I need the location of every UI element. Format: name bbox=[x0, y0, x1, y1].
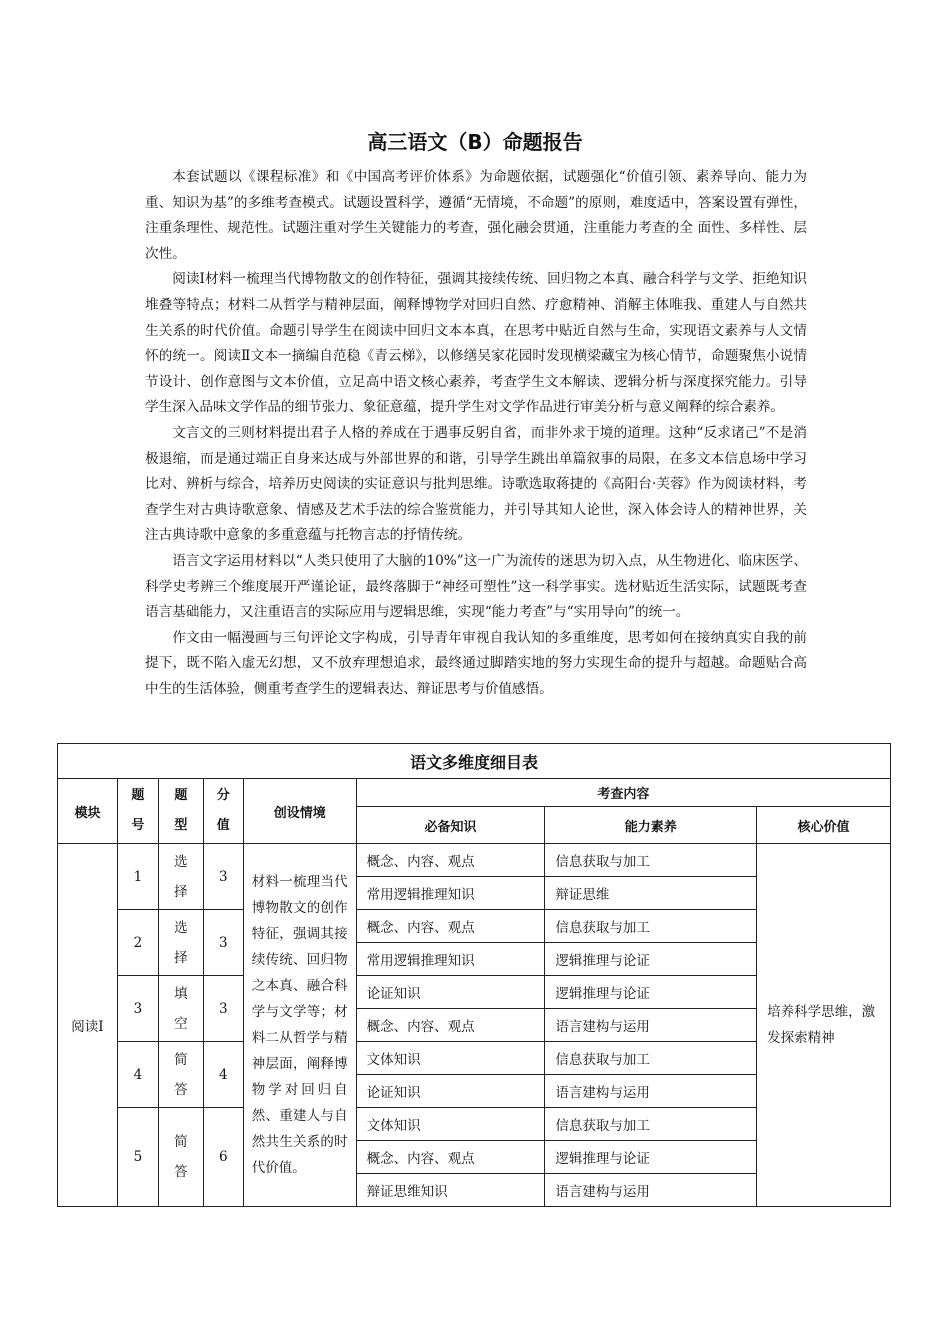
report-body bbox=[145, 165, 807, 702]
ability-cell: 信息获取与加工 bbox=[545, 1042, 757, 1075]
header-score: 分值 bbox=[203, 779, 243, 844]
paragraph: 作文由一幅漫画与三句评论文字构成，引导青年审视自我认知的多重维度，思考如何在接纳真实自我的前提下，既不陷入虚无幻想，又不放弃理想追求，最终通过脚踏实地的努力实现生命的提升与超越。命题贴合高中生的生活体验，侧重考查学生的逻辑表达、辩证思考与价值感悟。 bbox=[145, 629, 807, 697]
question-type: 选择 bbox=[158, 910, 203, 976]
paragraph: 本套试题以《课程标准》和《中国高考评价体系》为命题依据，试题强化“价值引领、素养导向、能力为重、知识为基”的多维考查模式。试题设置科学，遵循“无情境，不命题”的原则，难度适中，答案设置有弹性，注重条理性、规范性。试题注重对学生关键能力的考查，强化融会贯通，注重能力考查的全 面性、多样性、层次性。 bbox=[145, 169, 807, 262]
table-row bbox=[58, 844, 891, 877]
question-score: 3 bbox=[203, 910, 243, 976]
knowledge-cell: 文体知识 bbox=[356, 1042, 545, 1075]
knowledge-cell: 常用逻辑推理知识 bbox=[356, 877, 545, 910]
paragraph: 文言文的三则材料提出君子人格的养成在于遇事反躬自省，而非外求于境的道理。这种“反求诸己”不是消极退缩，而是通过端正自身来达成与外部世界的和谐，引导学生跳出单篇叙事的局限，在多文本信息场中学习比对、辨析与综合，培养历史阅读的实证意识与批判思维。诗歌选取蒋捷的《高阳台·芙蓉》作为阅读材料，考查学生对古典诗歌意象、情感及艺术手法的综合鉴赏能力，并引导其知人论世，深入体会诗人的精神世界，关注古典诗歌中意象的多重意蕴与托物言志的抒情传统。 bbox=[145, 424, 807, 544]
question-score: 3 bbox=[203, 976, 243, 1042]
question-number: 2 bbox=[117, 910, 158, 976]
ability-cell: 信息获取与加工 bbox=[545, 910, 757, 943]
ability-cell: 逻辑推理与论证 bbox=[545, 943, 757, 976]
header-content: 考查内容 bbox=[356, 779, 890, 807]
header-value: 核心价值 bbox=[757, 807, 891, 844]
knowledge-cell: 概念、内容、观点 bbox=[356, 1009, 545, 1042]
paragraph: 语言文字运用材料以“人类只使用了大脑的10%”这一广为流传的迷思为切入点，从生物进化、临床医学、科学史考辨三个维度展开严谨论证，最终落脚于“神经可塑性”这一科学事实。选材贴近生活实际，试题既考查语言基础能力，又注重语言的实际应用与逻辑思维，实现“能力考查”与“实用导向”的统一。 bbox=[145, 552, 807, 621]
header-situation: 创设情境 bbox=[243, 779, 356, 844]
core-value-cell: 培养科学思维，激发探索精神 bbox=[757, 844, 891, 1207]
module-cell: 阅读Ⅰ bbox=[58, 844, 118, 1207]
header-qnum: 题号 bbox=[117, 779, 158, 844]
header-ability: 能力素养 bbox=[545, 807, 757, 844]
table-title: 语文多维度细目表 bbox=[58, 744, 891, 779]
question-type: 选择 bbox=[158, 844, 203, 910]
header-qtype: 题型 bbox=[158, 779, 203, 844]
header-module: 模块 bbox=[58, 779, 118, 844]
question-score: 4 bbox=[203, 1042, 243, 1108]
knowledge-cell: 概念、内容、观点 bbox=[356, 844, 545, 877]
ability-cell: 信息获取与加工 bbox=[545, 844, 757, 877]
question-number: 1 bbox=[117, 844, 158, 910]
question-type: 简答 bbox=[158, 1108, 203, 1207]
document-title: 高三语文（B）命题报告 bbox=[367, 130, 583, 154]
detail-table bbox=[57, 743, 891, 1207]
question-number: 5 bbox=[117, 1108, 158, 1207]
paragraph: 阅读Ⅰ材料一梳理当代博物散文的创作特征，强调其接续传统、回归物之本真、融合科学与文学、拒绝知识堆叠等特点；材料二从哲学与精神层面，阐释博物学对回归自然、疗愈精神、消解主体唯我、重建人与自然共生关系的时代价值。命题引导学生在阅读中回归文本本真，在思考中贴近自然与生命，实现语文素养与人文情怀的统一。阅读Ⅱ文本一摘编自范稳《青云梯》，以修缮吴家花园时发现横梁藏宝为核心情节，命题聚焦小说情节设计、创作意图与文本价值，立足高中语文核心素养，考查学生文本解读、逻辑分析与深度探究能力。引导学生深入品味文学作品的细节张力、象征意蕴，提升学生对文学作品进行审美分析与意义阐释的综合素养。 bbox=[145, 271, 807, 416]
ability-cell: 信息获取与加工 bbox=[545, 1108, 757, 1141]
question-score: 3 bbox=[203, 844, 243, 910]
question-number: 4 bbox=[117, 1042, 158, 1108]
ability-cell: 语言建构与运用 bbox=[545, 1174, 757, 1207]
knowledge-cell: 概念、内容、观点 bbox=[356, 1141, 545, 1174]
question-number: 3 bbox=[117, 976, 158, 1042]
question-type: 简答 bbox=[158, 1042, 203, 1108]
ability-cell: 语言建构与运用 bbox=[545, 1075, 757, 1108]
ability-cell: 逻辑推理与论证 bbox=[545, 1141, 757, 1174]
knowledge-cell: 论证知识 bbox=[356, 1075, 545, 1108]
question-score: 6 bbox=[203, 1108, 243, 1207]
knowledge-cell: 辩证思维知识 bbox=[356, 1174, 545, 1207]
ability-cell: 辩证思维 bbox=[545, 877, 757, 910]
knowledge-cell: 常用逻辑推理知识 bbox=[356, 943, 545, 976]
situation-cell: 材料一梳理当代博物散文的创作特征，强调其接续传统、回归物之本真、融合科学与文学等；材料二从哲学与精神层面，阐释博物学对回归自然、重建人与自然共生关系的时代价值。 bbox=[243, 844, 356, 1207]
ability-cell: 语言建构与运用 bbox=[545, 1009, 757, 1042]
question-type: 填空 bbox=[158, 976, 203, 1042]
knowledge-cell: 论证知识 bbox=[356, 976, 545, 1009]
ability-cell: 逻辑推理与论证 bbox=[545, 976, 757, 1009]
knowledge-cell: 文体知识 bbox=[356, 1108, 545, 1141]
header-knowledge: 必备知识 bbox=[356, 807, 545, 844]
knowledge-cell: 概念、内容、观点 bbox=[356, 910, 545, 943]
